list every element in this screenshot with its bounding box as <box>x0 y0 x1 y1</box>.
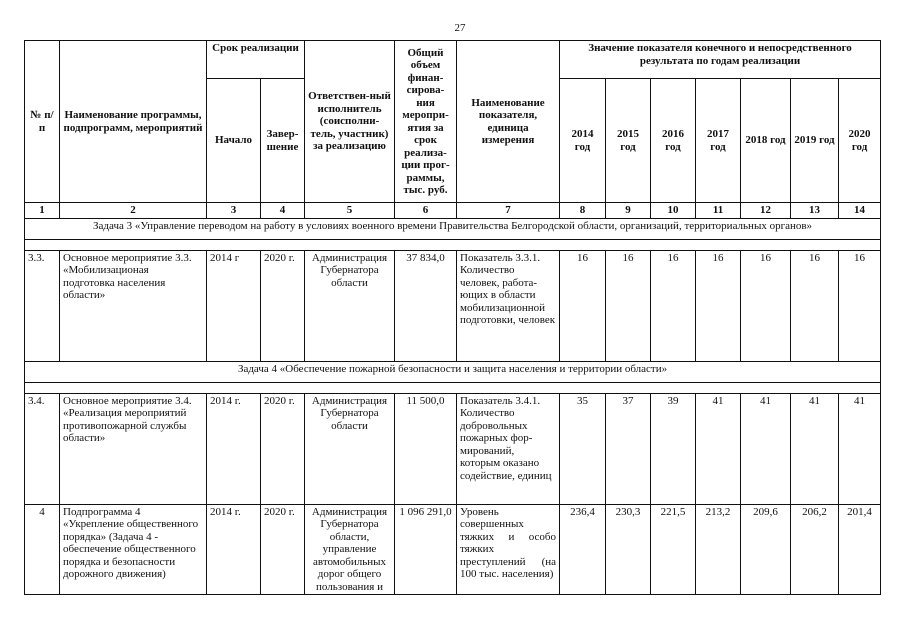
row-value: 209,6 <box>741 504 791 595</box>
row-value: 201,4 <box>839 504 881 595</box>
header-year: 2016 год <box>651 79 696 203</box>
row-value: 16 <box>696 250 741 361</box>
header-year: 2019 год <box>791 79 839 203</box>
row-executor: Администрация Губернатора области, управление автомобильных дорог общего пользования и <box>305 504 395 595</box>
row-value: 41 <box>741 393 791 504</box>
header-volume: Общий объем финан-сирова-ния меропри-ятия за срок реализа-ции прог-раммы, тыс. руб. <box>395 41 457 203</box>
row-start: 2014 г <box>207 250 261 361</box>
page-number: 27 <box>454 22 466 34</box>
header-period: Срок реализации <box>207 41 305 79</box>
row-start: 2014 г. <box>207 393 261 504</box>
header-year: 2017 год <box>696 79 741 203</box>
header-executor: Ответствен-ный исполнитель (соисполни-тель, участник) за реализацию <box>305 41 395 203</box>
row-indicator: Уровень совершенных тяжких и особо тяжких преступлений (на 100 тыс. населения) <box>457 504 560 595</box>
row-num: 4 <box>25 504 60 595</box>
table-row <box>25 504 881 595</box>
row-num: 3.4. <box>25 393 60 504</box>
row-executor: Администрация Губернатора области <box>305 393 395 504</box>
task-4-heading: Задача 4 «Обеспечение пожарной безопасности и защита населения и территории области» <box>25 361 881 382</box>
header-year: 2018 год <box>741 79 791 203</box>
column-number: 13 <box>791 203 839 219</box>
row-value: 41 <box>791 393 839 504</box>
row-name: Подпрограмма 4 «Укрепление общественного порядка» (Задача 4 - обеспечение общественного порядка и безопасности дорожного движения) <box>60 504 207 595</box>
row-value: 41 <box>839 393 881 504</box>
header-num: № п/п <box>25 41 60 203</box>
row-value: 16 <box>651 250 696 361</box>
row-value: 213,2 <box>696 504 741 595</box>
row-value: 16 <box>839 250 881 361</box>
column-number: 9 <box>606 203 651 219</box>
row-value: 16 <box>606 250 651 361</box>
row-value: 230,3 <box>606 504 651 595</box>
task-3-heading: Задача 3 «Управление переводом на работу в условиях военного времени Правительства Белгородской области, организаций, территориальных органов» <box>25 218 881 239</box>
header-year: 2015 год <box>606 79 651 203</box>
row-end: 2020 г. <box>261 250 305 361</box>
column-number: 3 <box>207 203 261 219</box>
column-number: 14 <box>839 203 881 219</box>
row-volume: 37 834,0 <box>395 250 457 361</box>
column-number: 8 <box>560 203 606 219</box>
row-executor: Администрация Губернатора области <box>305 250 395 361</box>
column-number: 1 <box>25 203 60 219</box>
column-number: 10 <box>651 203 696 219</box>
header-start: Начало <box>207 79 261 203</box>
row-num: 3.3. <box>25 250 60 361</box>
column-number: 12 <box>741 203 791 219</box>
spacer-row <box>25 382 881 393</box>
row-indicator: Показатель 3.4.1. Количество добровольных пожарных фор-мирований, которым оказано содействие, единиц <box>457 393 560 504</box>
row-value: 41 <box>696 393 741 504</box>
row-value: 221,5 <box>651 504 696 595</box>
row-value: 236,4 <box>560 504 606 595</box>
row-volume: 11 500,0 <box>395 393 457 504</box>
row-value: 206,2 <box>791 504 839 595</box>
column-number: 4 <box>261 203 305 219</box>
header-indicator: Наименование показателя, единица измерения <box>457 41 560 203</box>
header-end: Завер-шение <box>261 79 305 203</box>
program-table <box>24 40 881 595</box>
row-value: 16 <box>560 250 606 361</box>
header-year: 2020 год <box>839 79 881 203</box>
row-end: 2020 г. <box>261 504 305 595</box>
row-name: Основное мероприятие 3.4. «Реализация мероприятий противопожарной службы области» <box>60 393 207 504</box>
header-values-group: Значение показателя конечного и непосредственного результата по годам реализации <box>560 41 881 79</box>
spacer-row <box>25 239 881 250</box>
row-value: 35 <box>560 393 606 504</box>
header-year: 2014 год <box>560 79 606 203</box>
table-row <box>25 250 881 361</box>
table-row <box>25 393 881 504</box>
row-value: 37 <box>606 393 651 504</box>
column-number: 11 <box>696 203 741 219</box>
column-number: 6 <box>395 203 457 219</box>
row-name: Основное мероприятие 3.3. «Мобилизационая подготовка населения области» <box>60 250 207 361</box>
row-value: 16 <box>741 250 791 361</box>
header-name: Наименование программы, подпрограмм, мероприятий <box>60 41 207 203</box>
row-end: 2020 г. <box>261 393 305 504</box>
row-volume: 1 096 291,0 <box>395 504 457 595</box>
row-indicator: Показатель 3.3.1. Количество человек, работа-ющих в области мобилизационной подготовки, человек <box>457 250 560 361</box>
row-value: 16 <box>791 250 839 361</box>
column-number: 2 <box>60 203 207 219</box>
row-start: 2014 г. <box>207 504 261 595</box>
column-number: 7 <box>457 203 560 219</box>
column-number: 5 <box>305 203 395 219</box>
row-value: 39 <box>651 393 696 504</box>
